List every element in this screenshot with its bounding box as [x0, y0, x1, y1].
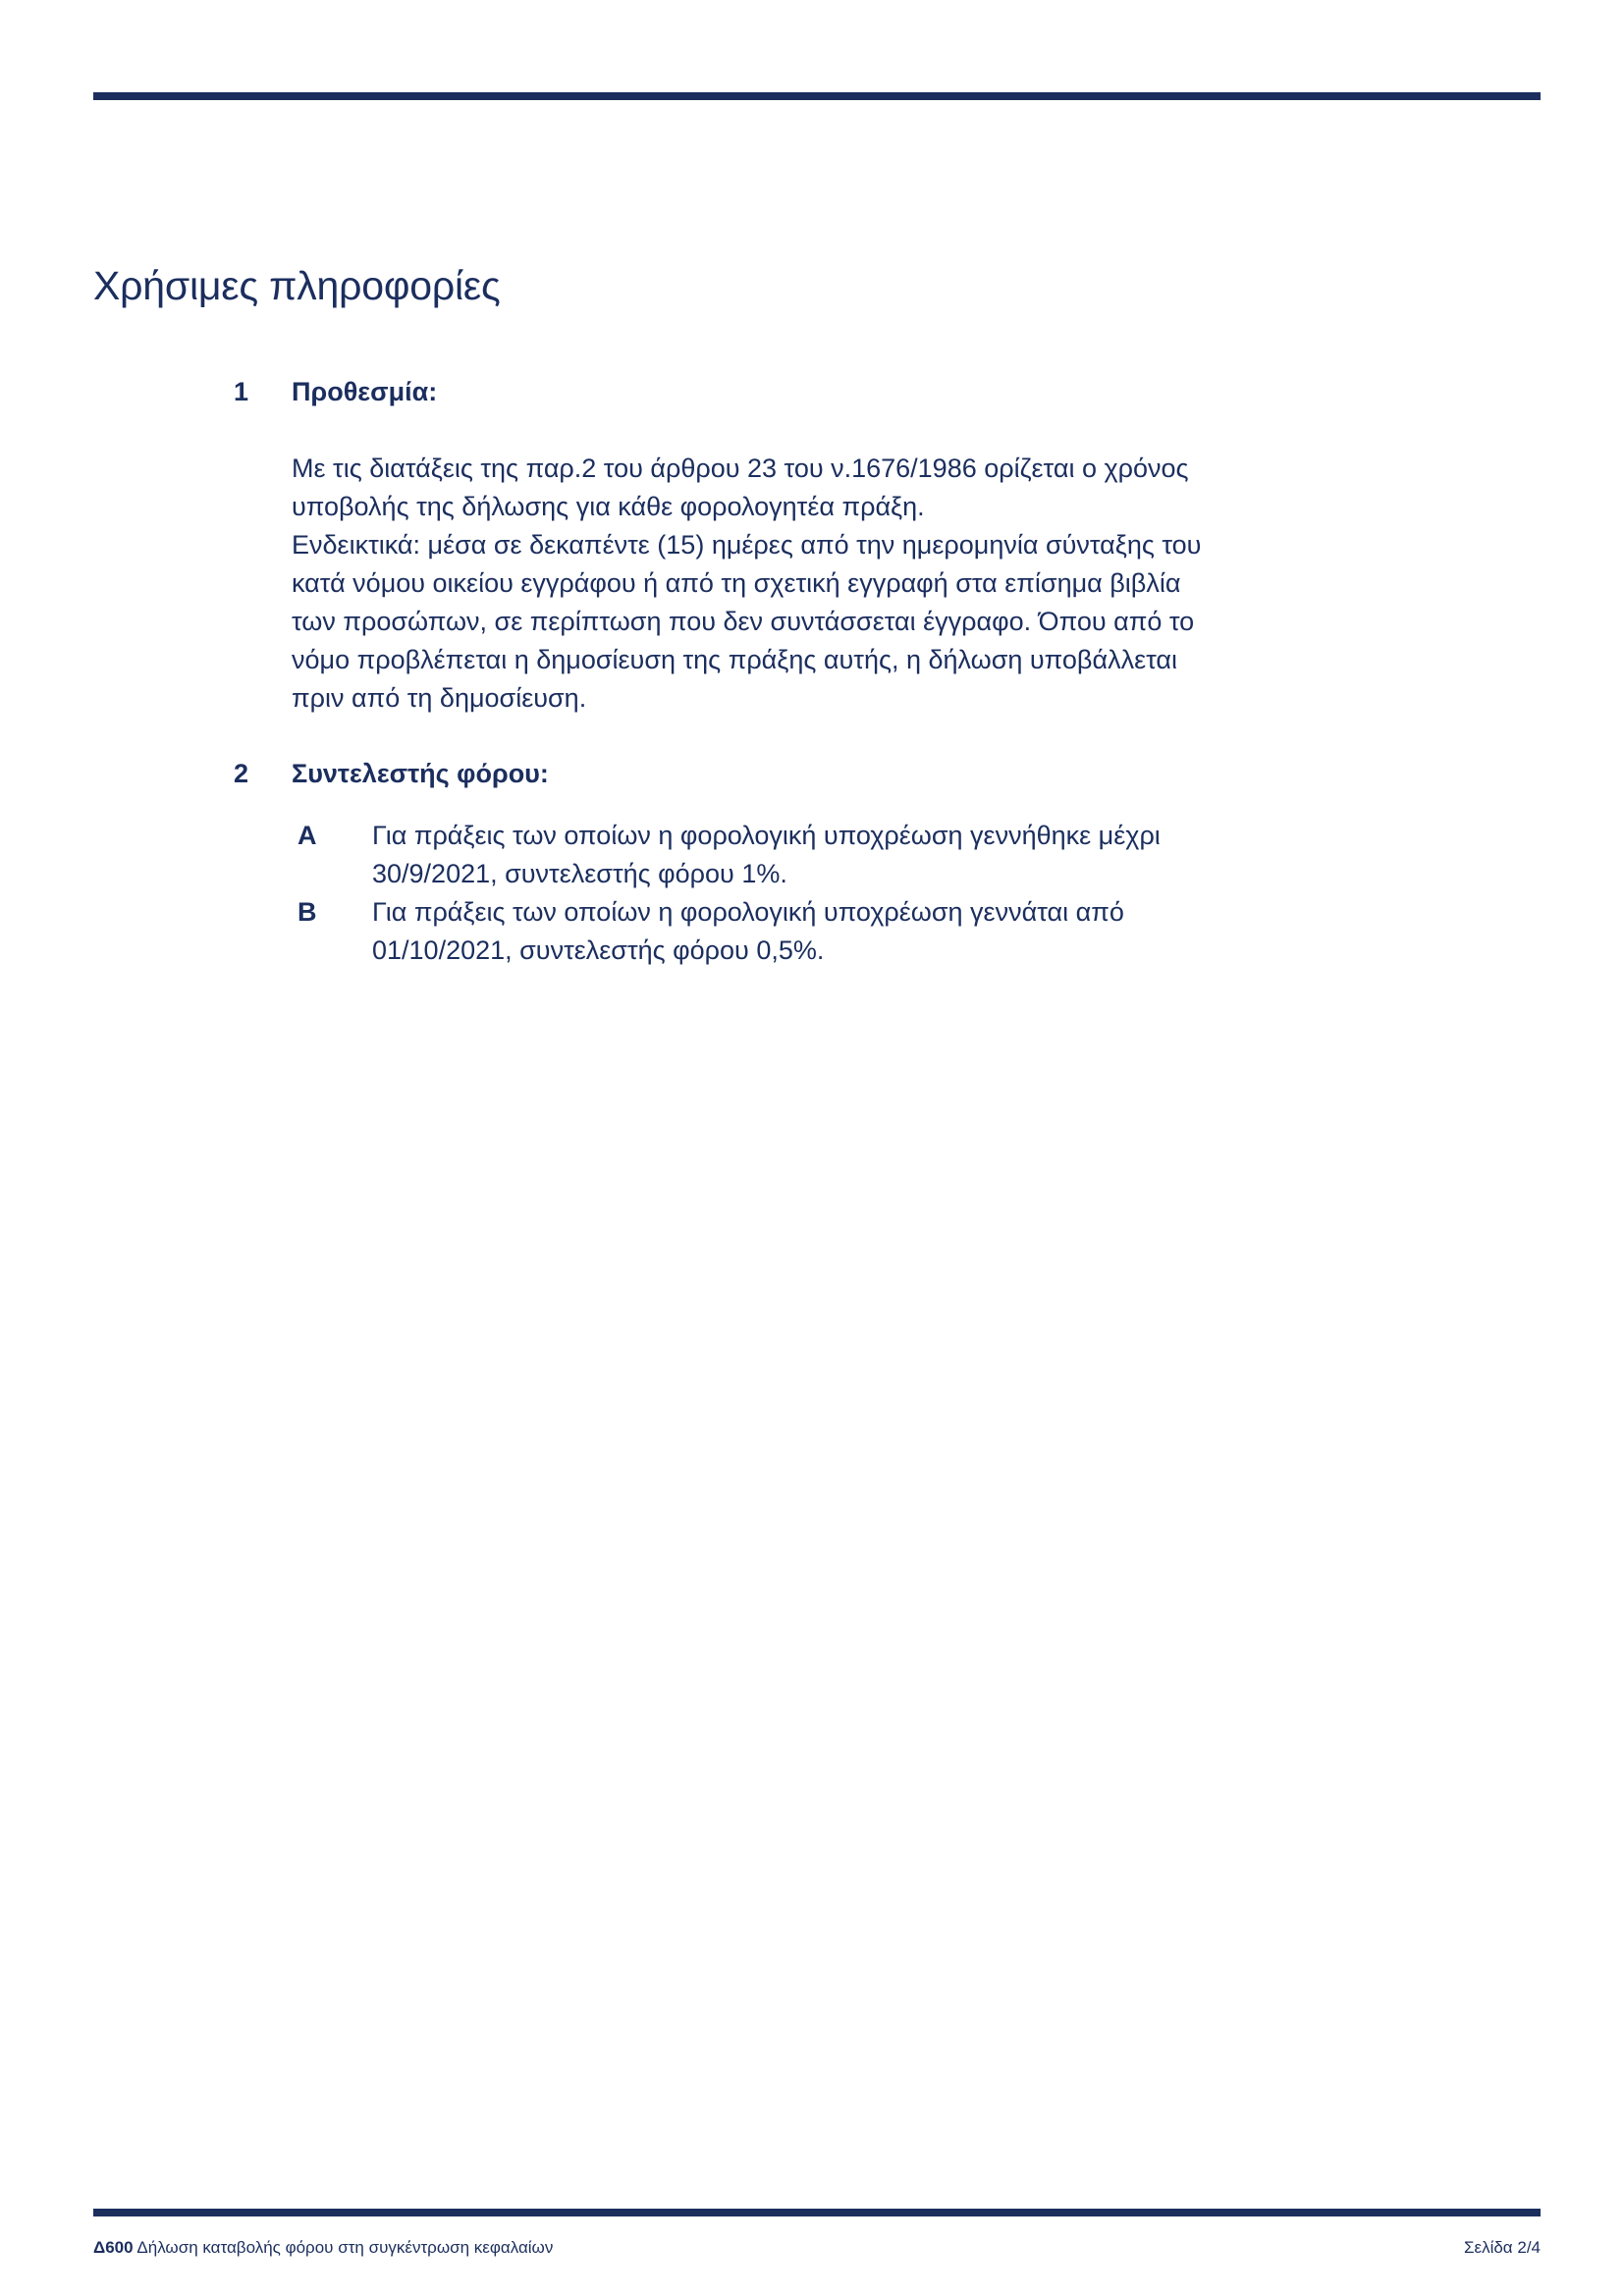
section-number: 2	[234, 759, 249, 788]
paragraph-line: πριν από τη δημοσίευση.	[292, 683, 587, 713]
item-text	[372, 817, 1275, 893]
item-line: 01/10/2021, συντελεστής φόρου 0,5%.	[372, 935, 825, 965]
paragraph-line: Με τις διατάξεις της παρ.2 του άρθρου 23 του ν.1676/1986 ορίζεται ο χρόνος	[292, 454, 1189, 483]
paragraph-line: κατά νόμου οικείου εγγράφου ή από τη σχετική εγγραφή στα επίσημα βιβλία	[292, 568, 1181, 598]
item-line: 30/9/2021, συντελεστής φόρου 1%.	[372, 859, 787, 888]
footer-form-info	[93, 2236, 553, 2260]
item-text	[372, 893, 1275, 970]
paragraph-line: των προσώπων, σε περίπτωση που δεν συντάσσεται έγγραφο. Όπου από το	[292, 607, 1195, 636]
section-header	[234, 372, 1314, 411]
paragraph-line: Ενδεικτικά: μέσα σε δεκαπέντε (15) ημέρες από την ημερομηνία σύνταξης του	[292, 530, 1202, 560]
paragraph-line: νόμο προβλέπεται η δημοσίευση της πράξης αυτής, η δήλωση υποβάλλεται	[292, 645, 1177, 674]
section-heading: Προθεσμία:	[292, 377, 438, 406]
section-number: 1	[234, 377, 249, 406]
page-title: Χρήσιμες πληροφορίες	[93, 263, 501, 308]
form-title: Δήλωση καταβολής φόρου στη συγκέντρωση κεφαλαίων	[133, 2238, 554, 2257]
item-line: Για πράξεις των οποίων η φορολογική υποχρέωση γεννήθηκε μέχρι	[372, 821, 1161, 850]
paragraph-line: υποβολής της δήλωσης για κάθε φορολογητέα πράξη.	[292, 492, 925, 521]
form-code: Δ600	[93, 2238, 134, 2257]
item-line: Για πράξεις των οποίων η φορολογική υποχρέωση γεννάται από	[372, 897, 1124, 927]
header-rule	[93, 92, 1541, 100]
section-header	[234, 754, 1314, 793]
item-letter: A	[298, 821, 317, 850]
section-tax-rate	[234, 754, 1314, 793]
deadline-paragraph	[292, 450, 1273, 718]
section-deadline	[234, 372, 1314, 411]
item-letter: B	[298, 897, 317, 927]
section-heading: Συντελεστής φόρου:	[292, 759, 549, 788]
page-number: Σελίδα 2/4	[1463, 2238, 1541, 2257]
footer-rule	[93, 2209, 1541, 2216]
